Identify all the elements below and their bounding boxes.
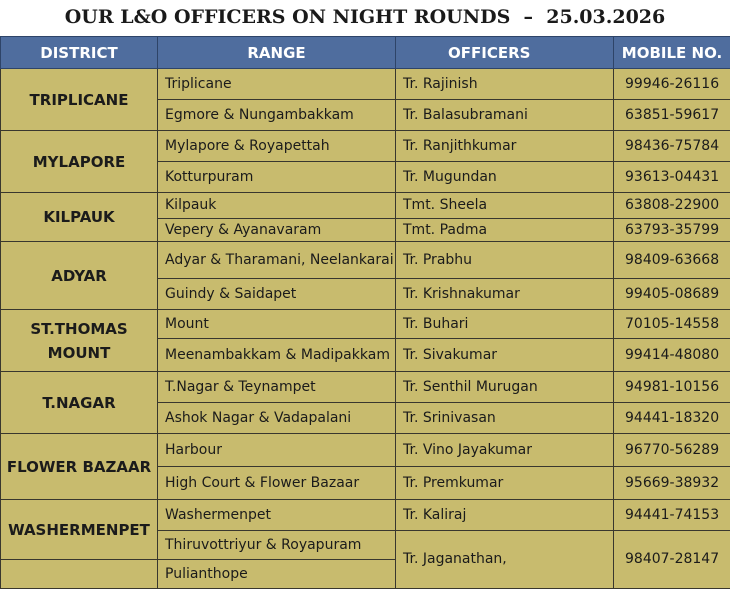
mobile-cell: 70105-14558 bbox=[614, 310, 730, 339]
mobile-cell: 63808-22900 bbox=[614, 193, 730, 219]
table-row bbox=[1, 242, 730, 279]
range-cell: Kotturpuram bbox=[158, 162, 396, 193]
officer-cell: Tr. Ranjithkumar bbox=[396, 131, 614, 162]
mobile-cell: 96770-56289 bbox=[614, 434, 730, 467]
officer-cell: Tr. Kaliraj bbox=[396, 500, 614, 531]
officer-cell: Tr. Premkumar bbox=[396, 467, 614, 500]
mobile-cell: 98409-63668 bbox=[614, 242, 730, 279]
mobile-cell: 63851-59617 bbox=[614, 100, 730, 131]
range-cell: Washermenpet bbox=[158, 500, 396, 531]
district-cell: T.NAGAR bbox=[1, 372, 158, 434]
header-mobile: MOBILE NO. bbox=[614, 37, 730, 69]
range-cell: Triplicane bbox=[158, 69, 396, 100]
officer-cell: Tr. Krishnakumar bbox=[396, 279, 614, 310]
officer-cell: Tr. Senthil Murugan bbox=[396, 372, 614, 403]
range-cell: T.Nagar & Teynampet bbox=[158, 372, 396, 403]
mobile-cell: 99405-08689 bbox=[614, 279, 730, 310]
range-cell: Meenambakkam & Madipakkam bbox=[158, 339, 396, 372]
officer-cell: Tr. Prabhu bbox=[396, 242, 614, 279]
officer-cell: Tr. Rajinish bbox=[396, 69, 614, 100]
district-cell: TRIPLICANE bbox=[1, 69, 158, 131]
table-row bbox=[1, 193, 730, 219]
officer-cell: Tmt. Padma bbox=[396, 219, 614, 242]
district-cell: ST.THOMAS MOUNT bbox=[1, 310, 158, 372]
range-cell: Mount bbox=[158, 310, 396, 339]
officer-cell: Tr. Vino Jayakumar bbox=[396, 434, 614, 467]
header-officers: OFFICERS bbox=[396, 37, 614, 69]
range-cell: Adyar & Tharamani, Neelankarai bbox=[158, 242, 396, 279]
table-row bbox=[1, 372, 730, 403]
range-cell: Pulianthope bbox=[158, 560, 396, 589]
officer-cell: Tr. Sivakumar bbox=[396, 339, 614, 372]
mobile-cell: 98436-75784 bbox=[614, 131, 730, 162]
header-range: RANGE bbox=[158, 37, 396, 69]
mobile-cell: 98407-28147 bbox=[614, 531, 730, 589]
mobile-cell: 93613-04431 bbox=[614, 162, 730, 193]
district-cell-empty bbox=[1, 560, 158, 589]
mobile-cell: 99414-48080 bbox=[614, 339, 730, 372]
table-row bbox=[1, 500, 730, 531]
mobile-cell: 94981-10156 bbox=[614, 372, 730, 403]
table-row bbox=[1, 310, 730, 339]
range-cell: Thiruvottriyur & Royapuram bbox=[158, 531, 396, 560]
table-row bbox=[1, 69, 730, 100]
page-title: OUR L&O OFFICERS ON NIGHT ROUNDS – 25.03.2026 bbox=[64, 6, 666, 28]
range-cell: High Court & Flower Bazaar bbox=[158, 467, 396, 500]
range-cell: Harbour bbox=[158, 434, 396, 467]
district-cell: ADYAR bbox=[1, 242, 158, 310]
officers-table bbox=[0, 36, 730, 589]
mobile-cell: 94441-74153 bbox=[614, 500, 730, 531]
mobile-cell: 99946-26116 bbox=[614, 69, 730, 100]
officer-cell: Tr. Srinivasan bbox=[396, 403, 614, 434]
officer-cell: Tr. Jaganathan, bbox=[396, 531, 614, 589]
header-district: DISTRICT bbox=[1, 37, 158, 69]
mobile-cell: 63793-35799 bbox=[614, 219, 730, 242]
range-cell: Egmore & Nungambakkam bbox=[158, 100, 396, 131]
officer-cell: Tr. Balasubramani bbox=[396, 100, 614, 131]
district-cell: FLOWER BAZAAR bbox=[1, 434, 158, 500]
range-cell: Kilpauk bbox=[158, 193, 396, 219]
district-cell: WASHERMENPET bbox=[1, 500, 158, 560]
range-cell: Ashok Nagar & Vadapalani bbox=[158, 403, 396, 434]
district-cell: KILPAUK bbox=[1, 193, 158, 242]
officer-cell: Tmt. Sheela bbox=[396, 193, 614, 219]
header-row bbox=[1, 37, 730, 69]
officer-cell: Tr. Mugundan bbox=[396, 162, 614, 193]
district-cell: MYLAPORE bbox=[1, 131, 158, 193]
officer-cell: Tr. Buhari bbox=[396, 310, 614, 339]
table-row bbox=[1, 434, 730, 467]
range-cell: Mylapore & Royapettah bbox=[158, 131, 396, 162]
mobile-cell: 95669-38932 bbox=[614, 467, 730, 500]
range-cell: Vepery & Ayanavaram bbox=[158, 219, 396, 242]
range-cell: Guindy & Saidapet bbox=[158, 279, 396, 310]
table-row bbox=[1, 131, 730, 162]
mobile-cell: 94441-18320 bbox=[614, 403, 730, 434]
